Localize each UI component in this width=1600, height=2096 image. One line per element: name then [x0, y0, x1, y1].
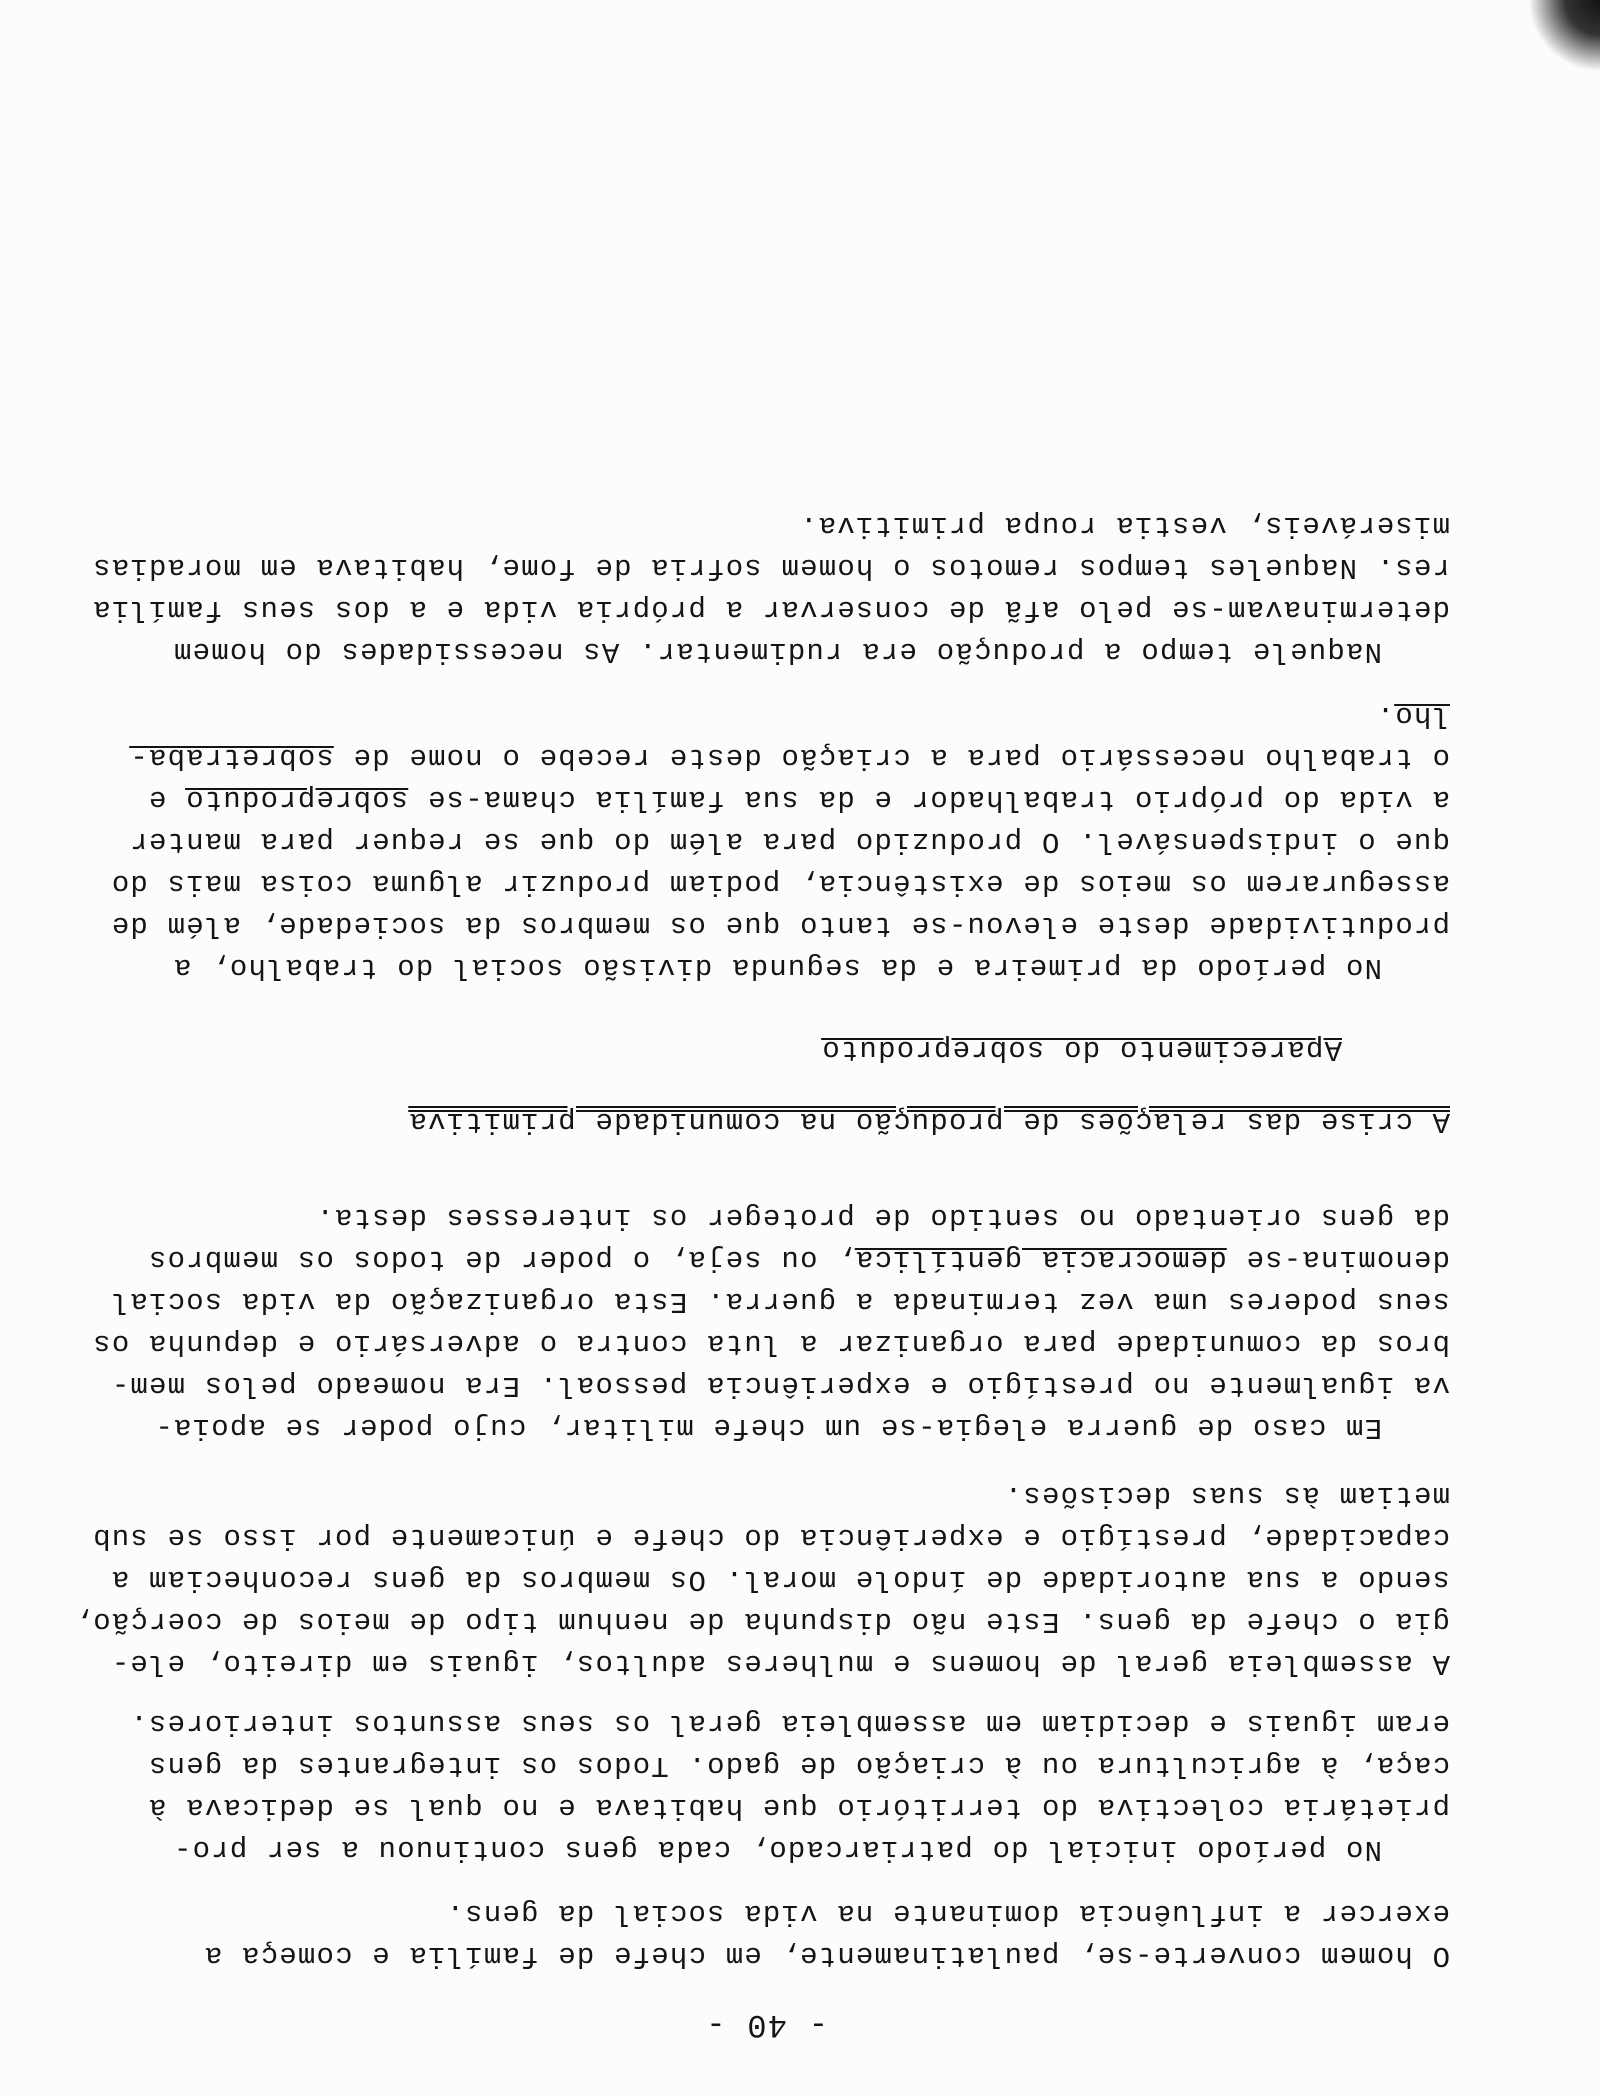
text-line: va igualmente no prestígio e experiência pessoal. Era nomeado pelos mem- [110, 1369, 1450, 1402]
text-line: produtividade deste elevou-se tanto que os membros da sociedade, além de [110, 909, 1450, 942]
text-run: e [147, 783, 185, 816]
text-run: . [1375, 699, 1395, 732]
text-line: prietária colectiva do território que habitava e no qual se dedicava à [147, 1791, 1450, 1824]
text-line: exercer a influência dominante na vida social da gens. [445, 1897, 1450, 1930]
text-line: No período inicial do patriarcado, cada gens continuou a ser pro- [172, 1833, 1382, 1866]
text-line: da gens orientado no sentido de proteger os interesses desta. [315, 1201, 1450, 1234]
text-run: , ou seja, o poder de todos os membros [147, 1243, 855, 1276]
text-line: capacidade, prestígio e experiência do chefe e únicamente por isso se sub [91, 1521, 1450, 1554]
text-line: miseráveis, vestia roupa primitiva. [798, 509, 1450, 542]
text-line: Naquele tempo a produção era rudimentar. As necessidades do homem [172, 635, 1382, 668]
text-line: seus poderes uma vez terminada a guerra. Esta organização da vida social [110, 1285, 1450, 1318]
underlined-term: sobretraba- [129, 741, 334, 774]
text-line: eram iguais e decidiam em assembleia geral os seus assuntos interiores. [129, 1707, 1450, 1740]
text-line: que o indispensável. O produzido para além do que se requer para manter [129, 825, 1450, 858]
text-line: metiam às suas decisões. [1003, 1479, 1450, 1512]
text-line [129, 741, 1450, 774]
text-line: caça, à agricultura ou à criação de gado. Todos os integrantes da gens [147, 1749, 1450, 1782]
underlined-term: sobreproduto [185, 783, 409, 816]
section-heading: A crise das relações de produção na comunidade primitiva [408, 1105, 1450, 1138]
scan-corner-shadow [1530, 0, 1600, 70]
page-number: - 40 - [704, 2006, 828, 2043]
text-line: Em caso de guerra elegia-se um chefe militar, cujo poder se apoia- [154, 1411, 1382, 1444]
text-line: bros da comunidade para organizar a luta contra o adversário e depunha os [91, 1327, 1450, 1360]
text-line [1376, 699, 1450, 732]
text-line: sendo a sua autoridade de índole moral. Os membros da gens reconheciam a [110, 1563, 1450, 1596]
underlined-term: lho [1394, 699, 1450, 732]
text-line: determinavam-se pelo afã de conservar a própria vida e a dos seus família [91, 593, 1450, 626]
text-line: O homem converte-se, paulatinamente, em chefe de família e começa a [203, 1939, 1450, 1972]
text-line: gia o chefe da gens. Este não dispunha de nenhum tipo de meios de coerção, [73, 1605, 1450, 1638]
text-line: A assembleia geral de homens e mulheres adultos, iguais em direito, ele- [110, 1647, 1450, 1680]
text-line: No período da primeira e da segunda divisão social do trabalho, a [172, 951, 1382, 984]
subsection-heading: Aparecimento do sobreproduto [821, 1033, 1342, 1066]
text-run: denomina-se [1226, 1243, 1450, 1276]
text-line: assegurarem os meios de existência, podiam produzir alguma coisa mais do [110, 867, 1450, 900]
text-line: res. Naqueles tempos remotos o homem sofria de fome, habitava em moradias [91, 551, 1450, 584]
text-line [148, 783, 1450, 816]
text-line [148, 1243, 1450, 1276]
text-run: a vida do próprio trabalhador e da sua família chama-se [408, 783, 1450, 816]
text-run: o trabalho necessário para a criação deste recebe o nome de [333, 741, 1450, 774]
underlined-term: democracia gentílica [854, 1243, 1227, 1276]
